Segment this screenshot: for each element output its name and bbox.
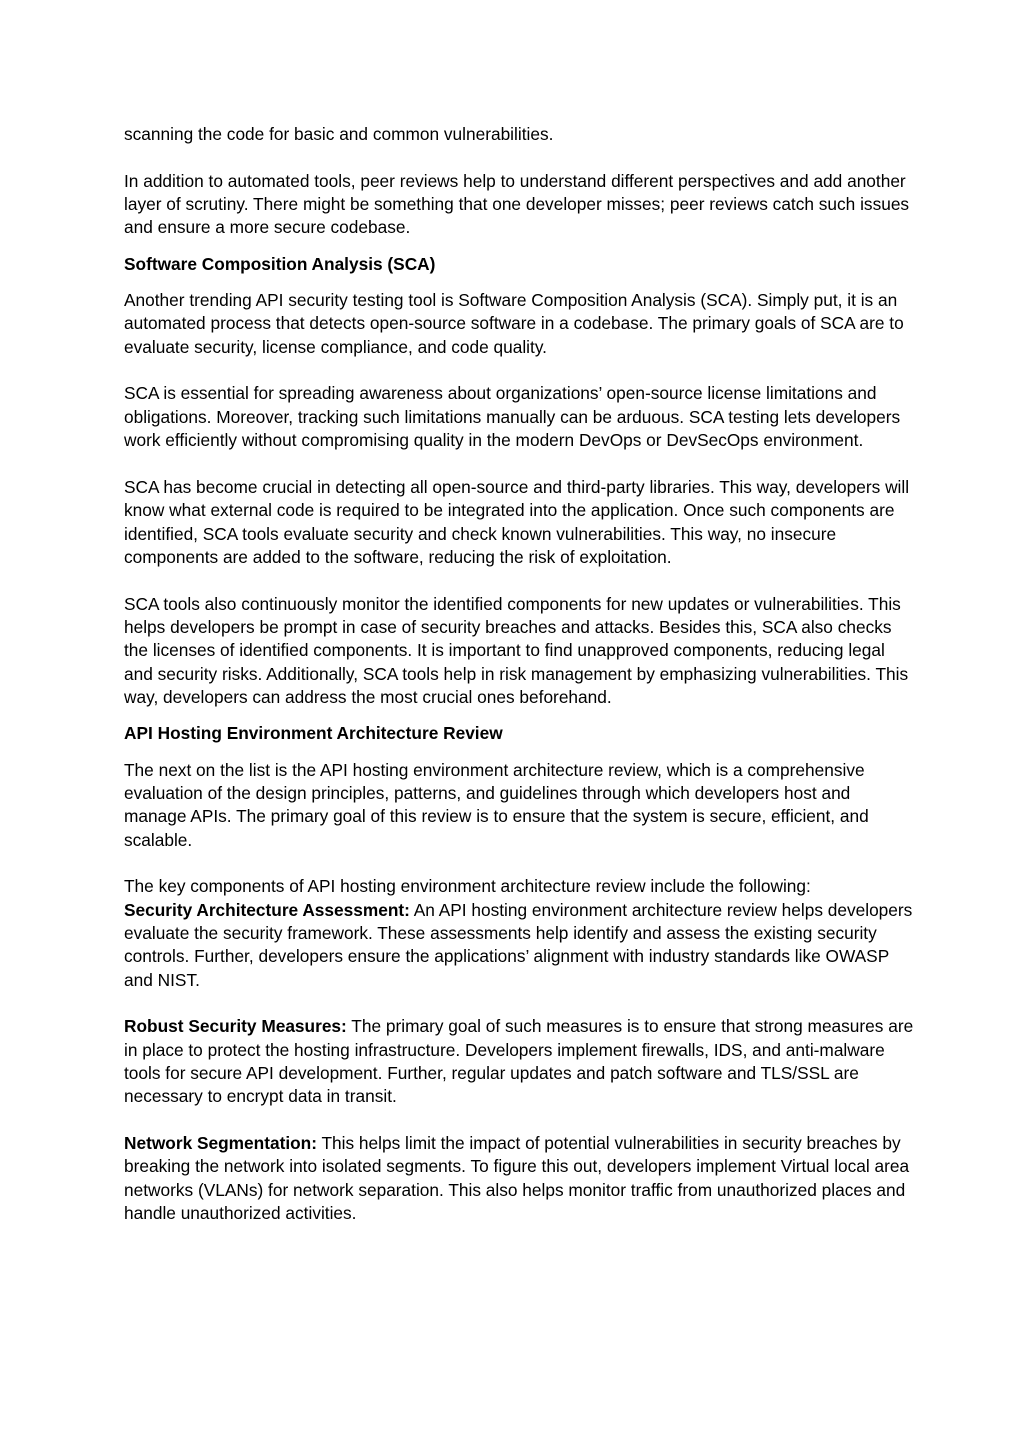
section-heading: API Hosting Environment Architecture Review <box>124 723 503 744</box>
item-label: Security Architecture Assessment: <box>124 899 410 920</box>
paragraph: SCA has become crucial in detecting all open-source and third-party libraries. This way, developers will know what external code is required to be integrated into the application. Once such components are identified, SCA tools evaluate security and check known vulnerabilities. This way, no insecure components are added to the software, reducing the risk of exploitation. <box>124 476 910 567</box>
list-item <box>124 1015 914 1108</box>
list-item <box>124 1132 914 1225</box>
paragraph: scanning the code for basic and common vulnerabilities. <box>124 124 554 144</box>
item-text: An API hosting environment architecture review helps developers evaluate the security framework. These assessments help identify and assess the existing security controls. Further, developers ensure the applications’ alignment with industry standards like OWASP and NIST. <box>124 899 913 990</box>
item-text: This helps limit the impact of potential vulnerabilities in security breaches by breaking the network into isolated segments. To figure this out, developers implement Virtual local area networks (VLANs) for network separation. This also helps monitor traffic from unauthorized places and handle unauthorized activities. <box>124 1133 910 1224</box>
item-label: Network Segmentation: <box>124 1133 317 1154</box>
item-label: Robust Security Measures: <box>124 1016 347 1037</box>
item-text: The primary goal of such measures is to ensure that strong measures are in place to protect the hosting infrastructure. Developers implement firewalls, IDS, and anti-malware tools for secure API development. Further, regular updates and patch software and TLS/SSL are necessary to encrypt data in transit. <box>124 1016 914 1107</box>
paragraph: The key components of API hosting environment architecture review include the following: <box>124 876 811 897</box>
paragraph: SCA is essential for spreading awareness about organizations’ open-source license limitations and obligations. Moreover, tracking such limitations manually can be arduous. SCA testing lets developers work efficiently without compromising quality in the modern DevOps or DevSecOps environment. <box>124 383 901 451</box>
document-page <box>124 123 914 1225</box>
paragraph: SCA tools also continuously monitor the identified components for new updates or vulnerabilities. This helps developers be prompt in case of security breaches and attacks. Besides this, SCA also checks the licenses of identified components. It is important to find unapproved components, reducing legal and security risks. Additionally, SCA tools help in risk management by emphasizing vulnerabilities. This way, developers can address the most crucial ones beforehand. <box>124 593 909 707</box>
paragraph: The next on the list is the API hosting environment architecture review, which is a comprehensive evaluation of the design principles, patterns, and guidelines through which developers host and manage APIs. The primary goal of this review is to ensure that the system is secure, efficient, and scalable. <box>124 759 869 850</box>
list-item <box>124 899 914 992</box>
paragraph: In addition to automated tools, peer reviews help to understand different perspectives and add another layer of scrutiny. There might be something that one developer misses; peer reviews catch such issues and ensure a more secure codebase. <box>124 170 910 238</box>
section-heading: Software Composition Analysis (SCA) <box>124 253 436 274</box>
paragraph: Another trending API security testing tool is Software Composition Analysis (SCA). Simply put, it is an automated process that detects open-source software in a codebase. The primary goals of SCA are to evaluate security, license compliance, and code quality. <box>124 290 904 357</box>
